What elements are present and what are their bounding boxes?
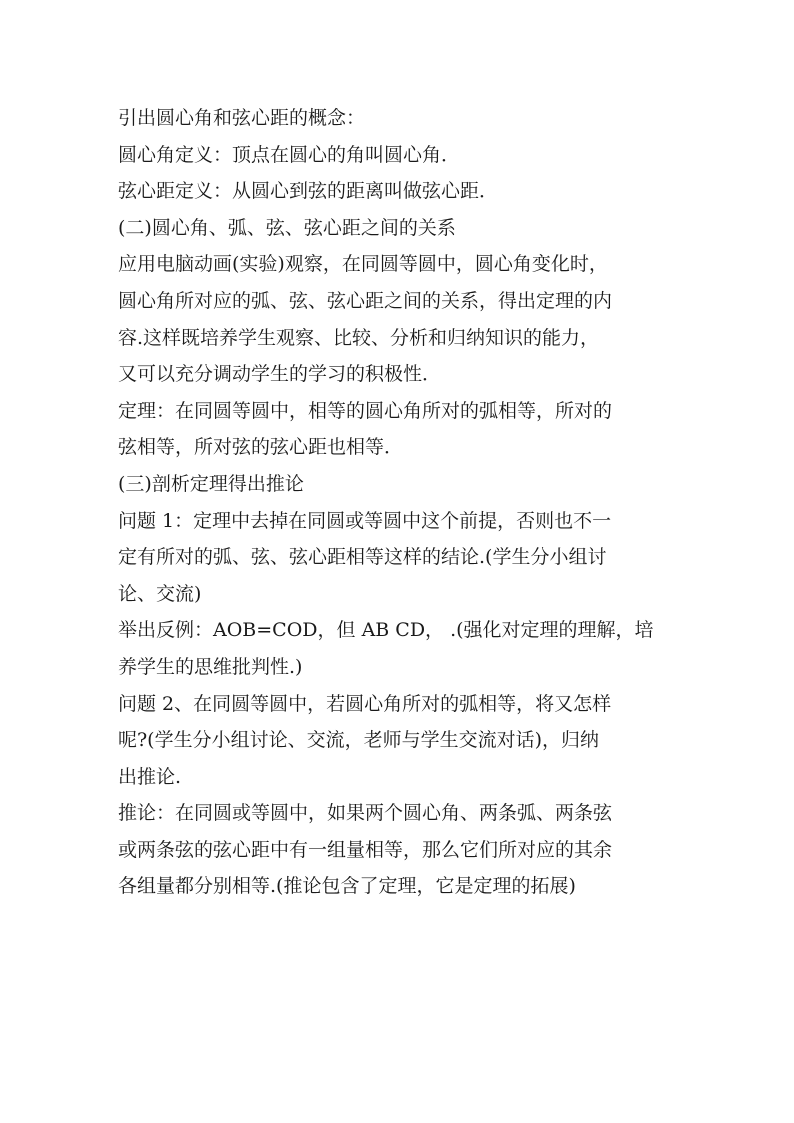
text-line: 养学生的思维批判性.) (118, 655, 303, 678)
text-line: 容.这样既培养学生观察、比较、分析和归纳知识的能力， (118, 326, 600, 349)
text-line: 定理：在同圆等圆中，相等的圆心角所对的弧相等，所对的 (118, 399, 613, 422)
section-heading: (二)圆心角、弧、弦、弦心距之间的关系 (118, 216, 456, 239)
text-line: 各组量都分别相等.(推论包含了定理，它是定理的拓展) (118, 875, 576, 898)
text-line: 推论：在同圆或等圆中，如果两个圆心角、两条弧、两条弦 (118, 802, 613, 825)
text-line: 论、交流) (118, 582, 202, 605)
text-line: 弦相等，所对弦的弦心距也相等． (118, 436, 404, 459)
document-body (118, 100, 680, 905)
text-line: 出推论. (118, 765, 182, 788)
text-line: 定有所对的弧、弦、弦心距相等这样的结论.(学生分小组讨 (118, 546, 607, 569)
text-line: 问题 1：定理中去掉在同圆或等圆中这个前提，否则也不一 (118, 509, 612, 532)
text-line: 呢?(学生分小组讨论、交流，老师与学生交流对话)，归纳 (118, 729, 600, 752)
text-line: 举出反例：AOB=COD，但 AB CD， .(强化对定理的理解，培 (118, 619, 654, 642)
text-line: 问题 2、在同圆等圆中，若圆心角所对的弧相等，将又怎样 (118, 692, 612, 715)
text-line: 或两条弦的弦心距中有一组量相等，那么它们所对应的其余 (118, 838, 613, 861)
text-line: 圆心角所对应的弧、弦、弦心距之间的关系，得出定理的内 (118, 289, 613, 312)
text-line: 弦心距定义：从圆心到弦的距离叫做弦心距． (118, 180, 499, 203)
text-line: 圆心角定义：顶点在圆心的角叫圆心角． (118, 143, 461, 166)
text-line: 引出圆心角和弦心距的概念： (118, 107, 366, 129)
text-line: 又可以充分调动学生的学习的积极性． (118, 363, 442, 386)
text-line: 应用电脑动画(实验)观察，在同圆等圆中，圆心角变化时， (118, 253, 608, 276)
section-heading: (三)剖析定理得出推论 (118, 472, 304, 495)
